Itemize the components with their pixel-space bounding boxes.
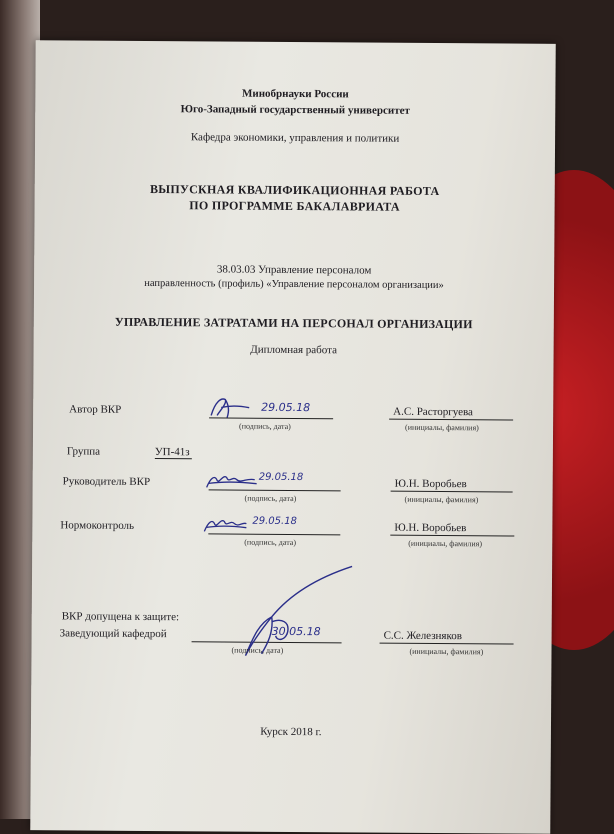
normcontrol-name-caption: (инициалы, фамилия)	[408, 538, 483, 549]
group-label: Группа	[66, 445, 101, 458]
normcontrol-sign-date: 29.05.18	[252, 515, 297, 528]
supervisor-sign-caption: (подпись, дата)	[244, 493, 297, 504]
work-type-line2: ПО ПРОГРАММЕ БАКАЛАВРИАТА	[189, 198, 400, 214]
author-name-line	[389, 419, 513, 421]
university-name: Юго-Западный государственный университет	[180, 103, 410, 117]
author-signature	[205, 393, 265, 421]
author-name-caption: (инициалы, фамилия)	[405, 422, 479, 433]
ministry-name: Минобрнауки России	[241, 87, 349, 101]
specialty-code: 38.03.03 Управление персоналом	[216, 263, 372, 277]
head-name-caption: (инициалы, фамилия)	[409, 646, 484, 657]
author-sign-date: 29.05.18	[261, 400, 311, 415]
specialty-profile: направленность (профиль) «Управление персоналом организации»	[144, 277, 444, 292]
admission-heading: ВКР допущена к защите:	[61, 610, 180, 624]
supervisor-signature	[203, 467, 263, 493]
normcontrol-sign-caption: (подпись, дата)	[244, 537, 297, 548]
head-of-department-label: Заведующий кафедрой	[59, 627, 167, 641]
supervisor-sign-date: 29.05.18	[258, 471, 304, 484]
normcontrol-signature	[200, 511, 250, 537]
author-label: Автор ВКР	[69, 403, 122, 416]
supervisor-name-caption: (инициалы, фамилия)	[404, 494, 479, 505]
supervisor-name-line	[391, 491, 513, 493]
document-type: Дипломная работа	[250, 343, 338, 357]
group-value: УП-41з	[154, 446, 190, 459]
head-sign-date: 30.05.18	[271, 624, 321, 639]
normcontrol-name-line	[390, 535, 514, 537]
department-name: Кафедра экономики, управления и политики	[190, 131, 400, 145]
head-name: С.С. Железняков	[383, 629, 463, 643]
head-name-line	[380, 643, 514, 645]
normcontrol-label: Нормоконтроль	[60, 519, 135, 532]
supervisor-label: Руководитель ВКР	[62, 475, 151, 489]
city-year: Курск 2018 г.	[260, 725, 322, 739]
head-sign-caption: (подпись, дата)	[231, 645, 284, 655]
title-page	[30, 40, 556, 834]
author-sign-caption: (подпись, дата)	[239, 421, 291, 431]
author-name: А.С. Расторгуева	[393, 405, 473, 419]
work-type-line1: ВЫПУСКНАЯ КВАЛИФИКАЦИОННАЯ РАБОТА	[149, 181, 440, 199]
thesis-topic: УПРАВЛЕНИЕ ЗАТРАТАМИ НА ПЕРСОНАЛ ОРГАНИЗАЦИИ	[114, 314, 473, 332]
normcontrol-name: Ю.Н. Воробьев	[394, 521, 467, 535]
supervisor-name: Ю.Н. Воробьев	[394, 477, 467, 491]
